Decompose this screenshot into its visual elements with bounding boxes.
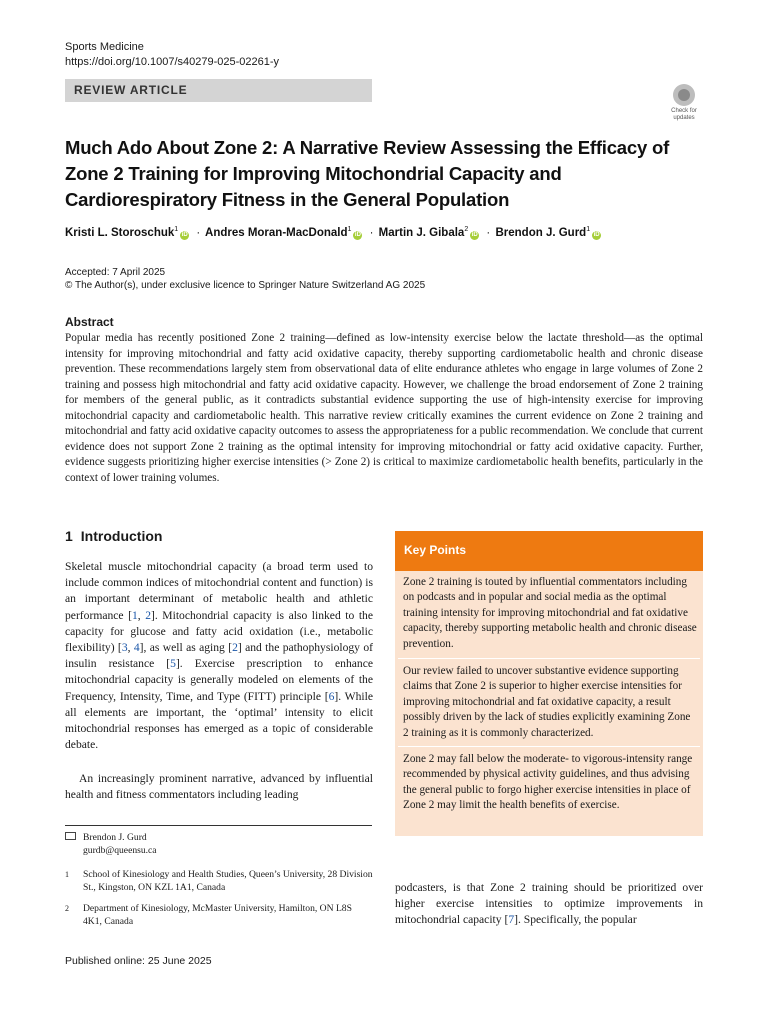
citation-link[interactable]: 1 — [131, 608, 138, 622]
author-separator: · — [369, 226, 374, 239]
article-dates — [65, 266, 425, 292]
author-separator: · — [196, 226, 201, 239]
author-3-aff: 2 — [464, 226, 469, 233]
key-point-2: Our review failed to uncover substantive evidence supporting claims that Zone 2 is superior to higher exercise intensities for improving mitochondrial and fat oxidative capacity, a result possibly driven by the lack of studies explicitly examining Zone 2 training as it is commonly characterized. — [403, 665, 691, 739]
author-2-aff: 1 — [347, 226, 352, 233]
corresponding-email[interactable]: gurdb@queensu.ca — [83, 845, 157, 856]
orcid-icon[interactable]: iD — [181, 231, 188, 238]
section-heading-introduction — [65, 528, 162, 544]
journal-header — [65, 40, 279, 70]
citation-link[interactable]: 6 — [328, 689, 335, 703]
author-list — [65, 226, 603, 240]
copyright-line: © The Author(s), under exclusive licence to Springer Nature Switzerland AG 2025 — [65, 280, 426, 291]
abstract-text: Popular media has recently positioned Zone 2 training—defined as low-intensity exercise below the lactate threshold—as the optimal intensity for improving mitochondrial and fatty acid oxidative capacity, thereby supporting cardiometabolic health and chronic disease prevention. These recommendations largely stem from observational data of elite endurance athletes who engage in large volumes of Zone 2 training and possess high mitochondrial and fatty acid oxidative capacity. However, we challenge the broad endorsement of Zone 2 training for members of the general public, as it contradicts substantial evidence supporting the use of high-intensity exercise for improving mitochondrial capacity and cardiometabolic health. This narrative review critically examines the current evidence on Zone 2 training and mitochondrial and fatty acid oxidative capacity outcomes to assess the appropriateness for a public recommendation. We conclude that current evidence does not support Zone 2 training as the optimal intensity for improving mitochondrial or fatty acid oxidative capacity. Further, evidence suggests prioritizing higher exercise intensities (> Zone 2) is critical to maximize cardiometabolic health benefits, particularly in the context of lower training volumes. — [65, 332, 703, 484]
intro-paragraph-1: Skeletal muscle mitochondrial capacity (a broad term used to include common indices of mitochondrial content and function) is an important determinant of metabolic health and athletic performance [1, 2]. Mitochondrial capacity is also linked to the capacity for glucose and fatty acid oxidation (i.e., metabolic flexibility) [3, 4], as well as aging [2] and the pathophysiology of insulin resistance [5]. Exercise prescription to enhance mitochondrial capacity is generally modeled on elements of the Frequency, Intensity, Time, and Type (FITT) principle [6]. While all elements are important, the ‘optimal’ intensity to elicit mitochondrial responses has emerged as a topic of considerable debate. — [65, 560, 373, 752]
author-4-aff: 1 — [586, 226, 591, 233]
citation-link[interactable]: 7 — [508, 913, 515, 927]
key-point-1: Zone 2 training is touted by influential commentators including on podcasts and in popular and social media as the optimal training intensity for improving mitochondrial and fat oxidative capacity, thereby supporting metabolic health and chronic disease prevention. — [403, 576, 697, 650]
journal-name: Sports Medicine — [65, 41, 144, 53]
orcid-icon[interactable]: iD — [593, 231, 600, 238]
key-point-divider — [398, 746, 700, 747]
key-point-divider — [398, 658, 700, 659]
key-points-heading: Key Points — [404, 543, 467, 557]
key-point-3: Zone 2 may fall below the moderate- to vigorous-intensity range recommended by physical activity guidelines, and thus advising the general public to forgo higher exercise intensities in place of Zone 2 may limit the health benefits of exercise. — [403, 753, 693, 812]
citation-link[interactable]: 2 — [232, 641, 238, 655]
section-number: 1 — [65, 528, 73, 544]
badge-line-2: updates — [673, 115, 695, 121]
affiliation-mark: 1 — [65, 870, 69, 879]
author-3[interactable]: Martin J. Gibala$^2$ — [378, 226, 469, 239]
affiliation-text: Department of Kinesiology, McMaster University, Hamilton, ON L8S 4K1, Canada — [83, 903, 352, 927]
footnote-divider — [65, 825, 372, 826]
envelope-icon — [65, 831, 76, 844]
affiliation-text: School of Kinesiology and Health Studies, Queen’s University, 28 Division St., Kingston, ON KZL 1A1, Canada — [83, 869, 373, 893]
intro-paragraph-3: podcasters, is that Zone 2 training should be prioritized over higher exercise intensities to optimize improvements in mitochondrial capacity [7]. Specifically, the popular — [395, 881, 703, 927]
check-updates-icon — [673, 84, 695, 106]
author-separator: · — [486, 226, 491, 239]
author-1-aff: 1 — [174, 226, 179, 233]
author-4[interactable]: Brendon J. Gurd$^1$ — [495, 226, 591, 239]
intro-paragraph-2: An increasingly prominent narrative, advanced by influential health and fitness commentators including leading — [65, 772, 373, 802]
author-2[interactable]: Andres Moran-MacDonald$^1$ — [205, 226, 352, 239]
citation-link[interactable]: 5 — [170, 657, 176, 671]
author-1[interactable]: Kristi L. Storoschuk$^1$ — [65, 226, 179, 239]
section-title: Introduction — [80, 528, 163, 544]
affiliation-mark: 2 — [65, 904, 69, 913]
doi-link[interactable]: https://doi.org/10.1007/s40279-025-02261-y — [65, 56, 280, 68]
abstract-heading: Abstract — [65, 315, 114, 329]
key-points-header — [395, 531, 703, 571]
corresponding-name: Brendon J. Gurd — [83, 832, 147, 843]
citation-link[interactable]: 2 — [145, 608, 151, 622]
accepted-date: Accepted: 7 April 2025 — [65, 267, 166, 278]
article-type-bar — [65, 79, 372, 102]
citation-link[interactable]: 3 — [121, 641, 128, 655]
orcid-icon[interactable]: iD — [471, 231, 478, 238]
article-type-label: REVIEW ARTICLE — [74, 83, 188, 97]
badge-line-1: Check for — [671, 108, 697, 114]
citation-link[interactable]: 4 — [133, 641, 140, 655]
orcid-icon[interactable]: iD — [354, 231, 361, 238]
published-online-date: Published online: 25 June 2025 — [65, 955, 212, 967]
check-for-updates-badge[interactable] — [665, 84, 703, 124]
article-title: Much Ado About Zone 2: A Narrative Review Assessing the Efficacy of Zone 2 Training for Improving Mitochondrial Capacity and Cardiorespiratory Fitness in the General Population — [65, 137, 670, 210]
